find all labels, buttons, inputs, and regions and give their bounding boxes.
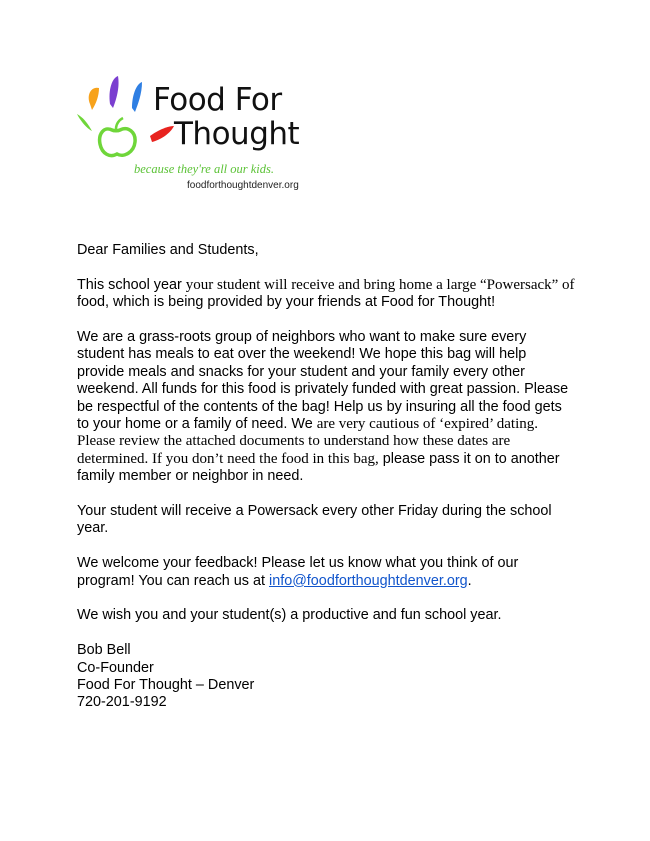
- paragraph-2-part-c: please pass it on to another family member or neighbor in need.: [77, 450, 560, 485]
- signature-phone: 720-201-9192: [77, 694, 167, 711]
- logo-website: foodforthoughtdenver.org: [187, 180, 299, 191]
- logo-line-1: Food For: [153, 82, 282, 118]
- paragraph-1-part-b: your student will receive and bring home a large “Powersack” of: [185, 276, 575, 293]
- paragraph-1-part-a: This school year: [77, 276, 186, 293]
- paragraph-2: [77, 329, 577, 486]
- paragraph-4-part-b: .: [467, 572, 472, 589]
- signature-block: [77, 642, 577, 712]
- salutation: Dear Families and Students,: [77, 242, 259, 258]
- signature-title: Co-Founder: [77, 659, 154, 676]
- email-link[interactable]: info@foodforthoughtdenver.org: [269, 572, 468, 589]
- paragraph-5: We wish you and your student(s) a productive and fun school year.: [77, 607, 502, 624]
- paragraph-4-part-a: We welcome your feedback! Please let us know what you think of our program! You can reach us at: [77, 555, 519, 589]
- food-for-thought-logo: [74, 74, 324, 199]
- paragraph-1: [77, 277, 577, 312]
- signature-name: Bob Bell: [77, 642, 131, 659]
- paragraph-2-part-a: We are a grass-roots group of neighbors who want to make sure every student has meals to eat over the weekend! We hope this bag will help provide meals and snacks for your student and your family every other weekend. All funds for this food is privately funded with great passion. Please be respectful of the contents of the bag! Help us by insuring all the food gets to your home or a family of need. We: [77, 329, 569, 433]
- paragraph-4: [77, 555, 577, 590]
- paragraph-2-part-b: are very cautious of ‘expired’ dating. Please review the attached documents to understand how these dates are determined. If you don’t need the food in this bag,: [77, 416, 538, 467]
- paragraph-3: Your student will receive a Powersack every other Friday during the school year.: [77, 503, 552, 537]
- letter-body: [77, 242, 577, 712]
- paragraph-1-part-c: food, which is being provided by your friends at Food for Thought!: [77, 294, 496, 311]
- logo-tagline: because they're all our kids.: [134, 162, 275, 176]
- signature-organization: Food For Thought – Denver: [77, 677, 255, 694]
- logo-line-2: Thought: [174, 116, 300, 152]
